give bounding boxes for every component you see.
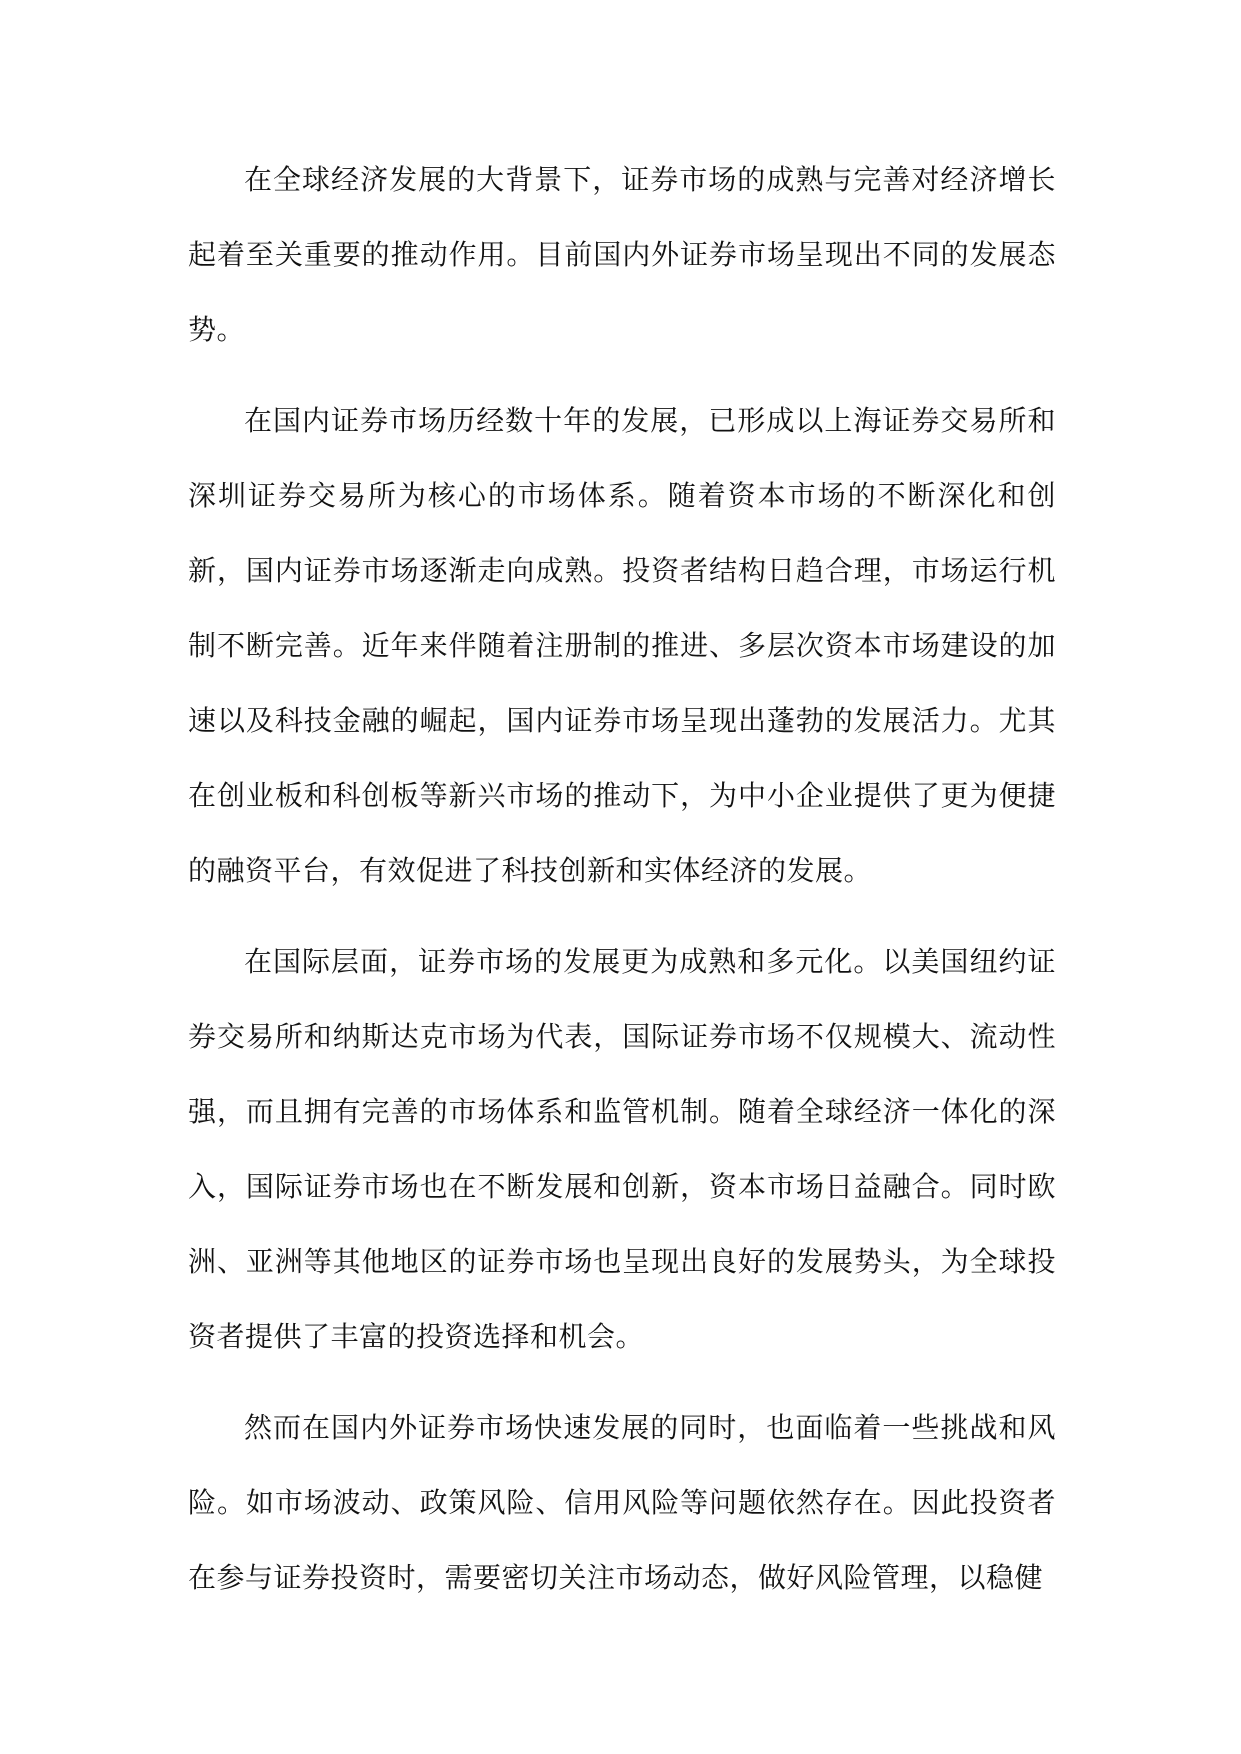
paragraph-challenges-risks: 然而在国内外证券市场快速发展的同时，也面临着一些挑战和风险。如市场波动、政策风险、信用风险等问题依然存在。因此投资者在参与证券投资时，需要密切关注市场动态，做好风险管理，以稳健 (188, 1411, 1056, 1594)
paragraph-domestic-market: 在国内证券市场历经数十年的发展，已形成以上海证券交易所和深圳证券交易所为核心的市场体系。随着资本市场的不断深化和创新，国内证券市场逐渐走向成熟。投资者结构日趋合理，市场运行机制不断完善。近年来伴随着注册制的推进、多层次资本市场建设的加速以及科技金融的崛起，国内证券市场呈现出蓬勃的发展活力。尤其在创业板和科创板等新兴市场的推动下，为中小企业提供了更为便捷的融资平台，有效促进了科技创新和实体经济的发展。 (188, 404, 1056, 887)
paragraph-global-context: 在全球经济发展的大背景下，证券市场的成熟与完善对经济增长起着至关重要的推动作用。目前国内外证券市场呈现出不同的发展态势。 (188, 163, 1056, 346)
paragraph-international-market: 在国际层面，证券市场的发展更为成熟和多元化。以美国纽约证券交易所和纳斯达克市场为代表，国际证券市场不仅规模大、流动性强，而且拥有完善的市场体系和监管机制。随着全球经济一体化的深入，国际证券市场也在不断发展和创新，资本市场日益融合。同时欧洲、亚洲等其他地区的证券市场也呈现出良好的发展势头，为全球投资者提供了丰富的投资选择和机会。 (188, 945, 1056, 1353)
document-body (188, 142, 1056, 1631)
